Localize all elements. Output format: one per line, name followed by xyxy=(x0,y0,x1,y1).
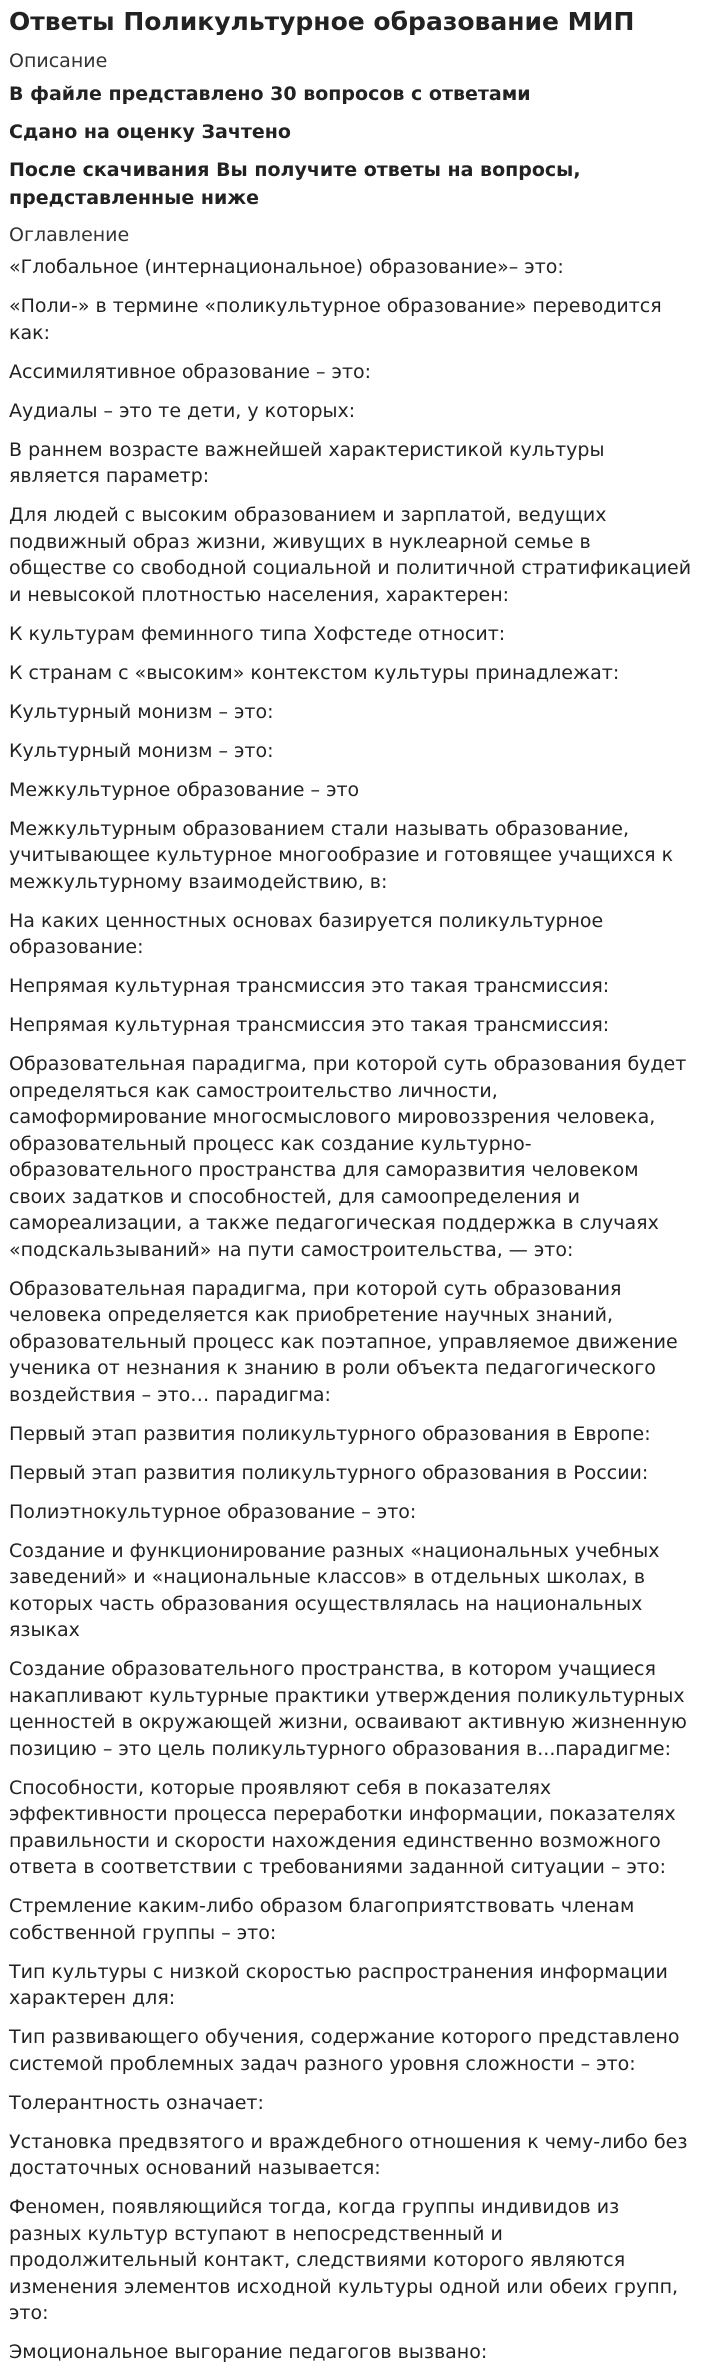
toc-question-item: Создание и функционирование разных «национальных учебных заведений» и «национальные классов» в отдельных школах, в которых часть образования осуществлялась на национальных языках xyxy=(9,1539,660,1641)
toc-question-item: Образовательная парадигма, при которой суть образования будет определяться как самостроительство личности, самоформирование многосмыслового мировоззрения человека, образовательный процесс как создание культурно-образовательного пространства для саморазвития человеком своих задатков и способностей, для самоопределения и самореализации, а также педагогическая поддержка в случаях «подскальзываний» на пути самостроительства, — это: xyxy=(9,1053,687,1261)
table-of-contents xyxy=(9,254,692,2366)
toc-question-item: Для людей с высоким образованием и зарплатой, ведущих подвижный образ жизни, живущих в нуклеарной семье в обществе со свободной социальной и политичной стратификацией и невысокой плотностью населения, характерен: xyxy=(9,504,692,606)
toc-question-item: Ассимилятивное образование – это: xyxy=(9,360,372,383)
toc-question-item: Первый этап развития поликультурного образования в России: xyxy=(9,1461,649,1484)
toc-question-item: Стремление каким-либо образом благоприятствовать членам собственной группы – это: xyxy=(9,1895,635,1944)
toc-question-item: Толерантность означает: xyxy=(9,2091,264,2114)
toc-question-item: К странам с «высоким» контекстом культуры принадлежат: xyxy=(9,661,620,684)
toc-question-item: «Глобальное (интернациональное) образование»– это: xyxy=(9,256,564,278)
toc-question-item: К культурам феминного типа Хофстеде относит: xyxy=(9,622,506,645)
toc-question-item: Межкультурное образование – это xyxy=(9,778,360,801)
toc-question-item: Образовательная парадигма, при которой суть образования человека определяется как приобретение научных знаний, образовательный процесс как поэтапное, управляемое движение ученика от незнания к знанию в роли объекта педагогического воздействия – это… парадигма: xyxy=(9,1277,678,1406)
toc-question-item: В раннем возрасте важнейшей характеристикой культуры является параметр: xyxy=(9,438,605,487)
toc-question-item: Непрямая культурная трансмиссия это такая трансмиссия: xyxy=(9,1014,610,1036)
toc-question-item: «Поли-» в термине «поликультурное образование» переводится как: xyxy=(9,295,662,344)
file-info: В файле представлено 30 вопросов с ответами xyxy=(9,83,531,105)
toc-question-item: Создание образовательного пространства, в котором учащиеся накапливают культурные практики утверждения поликультурных ценностей в окружающей жизни, осваивают активную жизненную позицию – это цель поликультурного образования в...парадигме: xyxy=(9,1658,687,1760)
toc-question-item: Способности, которые проявляют себя в показателях эффективности процесса переработки информации, показателях правильности и скорости нахождения единственно возможного ответа в соответствии с требованиями заданной ситуации – это: xyxy=(9,1776,676,1878)
toc-question-item: Тип культуры с низкой скоростью распространения информации характерен для: xyxy=(9,1960,668,2009)
toc-question-item: На каких ценностных основах базируется поликультурное образование: xyxy=(9,909,604,958)
toc-question-item: Межкультурным образованием стали называть образование, учитывающее культурное многообразие и готовящее учащихся к межкультурному взаимодействию, в: xyxy=(9,817,674,893)
toc-question-item: Феномен, появляющийся тогда, когда группы индивидов из разных культур вступают в непосредственный и продолжительный контакт, следствиями которого являются изменения элементов исходной культуры одной или обеих групп, это: xyxy=(9,2196,679,2324)
grade-info: Сдано на оценку Зачтено xyxy=(9,121,291,143)
toc-question-item: Культурный монизм – это: xyxy=(9,739,274,762)
toc-question-item: Установка предвзятого и враждебного отношения к чему-либо без достаточных оснований называется: xyxy=(9,2130,688,2179)
toc-label: Оглавление xyxy=(9,224,130,246)
page-title: Ответы Поликультурное образование МИП xyxy=(9,7,635,36)
toc-question-item: Эмоциональное выгорание педагогов вызвано: xyxy=(9,2341,488,2363)
after-download-note: После скачивания Вы получите ответы на вопросы, представленные ниже xyxy=(9,159,581,209)
toc-question-item: Тип развивающего обучения, содержание которого представлено системой проблемных задач разного уровня сложности – это: xyxy=(9,2026,680,2075)
toc-question-item: Непрямая культурная трансмиссия это такая трансмиссия: xyxy=(9,975,610,997)
toc-question-item: Культурный монизм – это: xyxy=(9,700,274,723)
toc-question-item: Аудиалы – это те дети, у которых: xyxy=(9,399,356,422)
toc-question-item: Полиэтнокультурное образование – это: xyxy=(9,1500,417,1523)
description-label: Описание xyxy=(9,50,108,72)
toc-question-item: Первый этап развития поликультурного образования в Европе: xyxy=(9,1422,651,1445)
